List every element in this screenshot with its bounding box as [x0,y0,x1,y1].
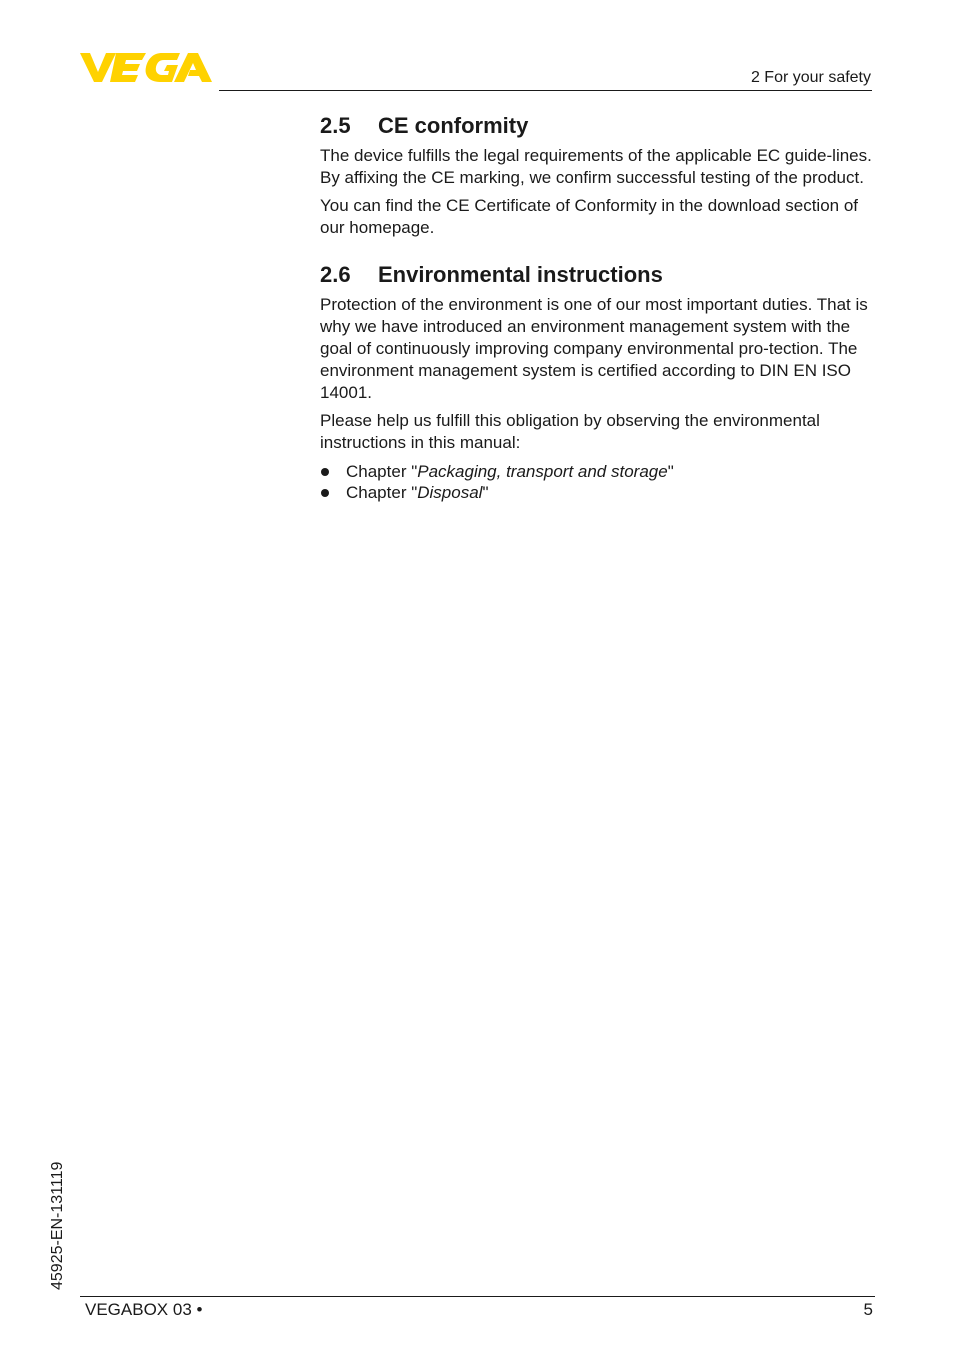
footer-rule [80,1296,875,1297]
chapter-reference: Packaging, transport and storage [417,462,668,481]
chapter-reference: Disposal [417,483,483,502]
section-number: 2.6 [320,262,351,287]
main-content [320,110,875,503]
env-paragraph-2: Please help us fulfill this obligation by observing the environmental instructions in this manual: [320,411,820,452]
list-item: Chapter "Disposal" [320,482,875,503]
ce-paragraph-2: You can find the CE Certificate of Conformity in the download section of our homepage. [320,196,859,237]
env-paragraph-1: Protection of the environment is one of our most important duties. That is why we have introduced an environment management system with the goal of continuously improving company environmental pro-tection. The environment management system is certified according to DIN EN ISO 14001. [320,295,868,402]
ce-paragraph-1: The device fulfills the legal requirements of the applicable EC guide-lines. By affixing the CE marking, we confirm successful testing of the product. [320,146,872,187]
vega-logo [80,50,212,84]
section-heading-ce-conformity [320,111,875,141]
list-item: Chapter "Packaging, transport and storage" [320,461,875,482]
section-heading-environmental-instructions [320,260,875,290]
header-section-title: 2 For your safety [750,69,871,86]
chapter-list [320,461,875,503]
document-id: 45925-EN-131119 [49,1161,66,1290]
page-number: 5 [863,1300,873,1319]
section-title: Environmental instructions [378,262,663,287]
section-number: 2.5 [320,113,351,138]
section-title: CE conformity [378,113,529,138]
header-rule [219,90,872,91]
footer-product: VEGABOX 03 • [85,1300,203,1319]
